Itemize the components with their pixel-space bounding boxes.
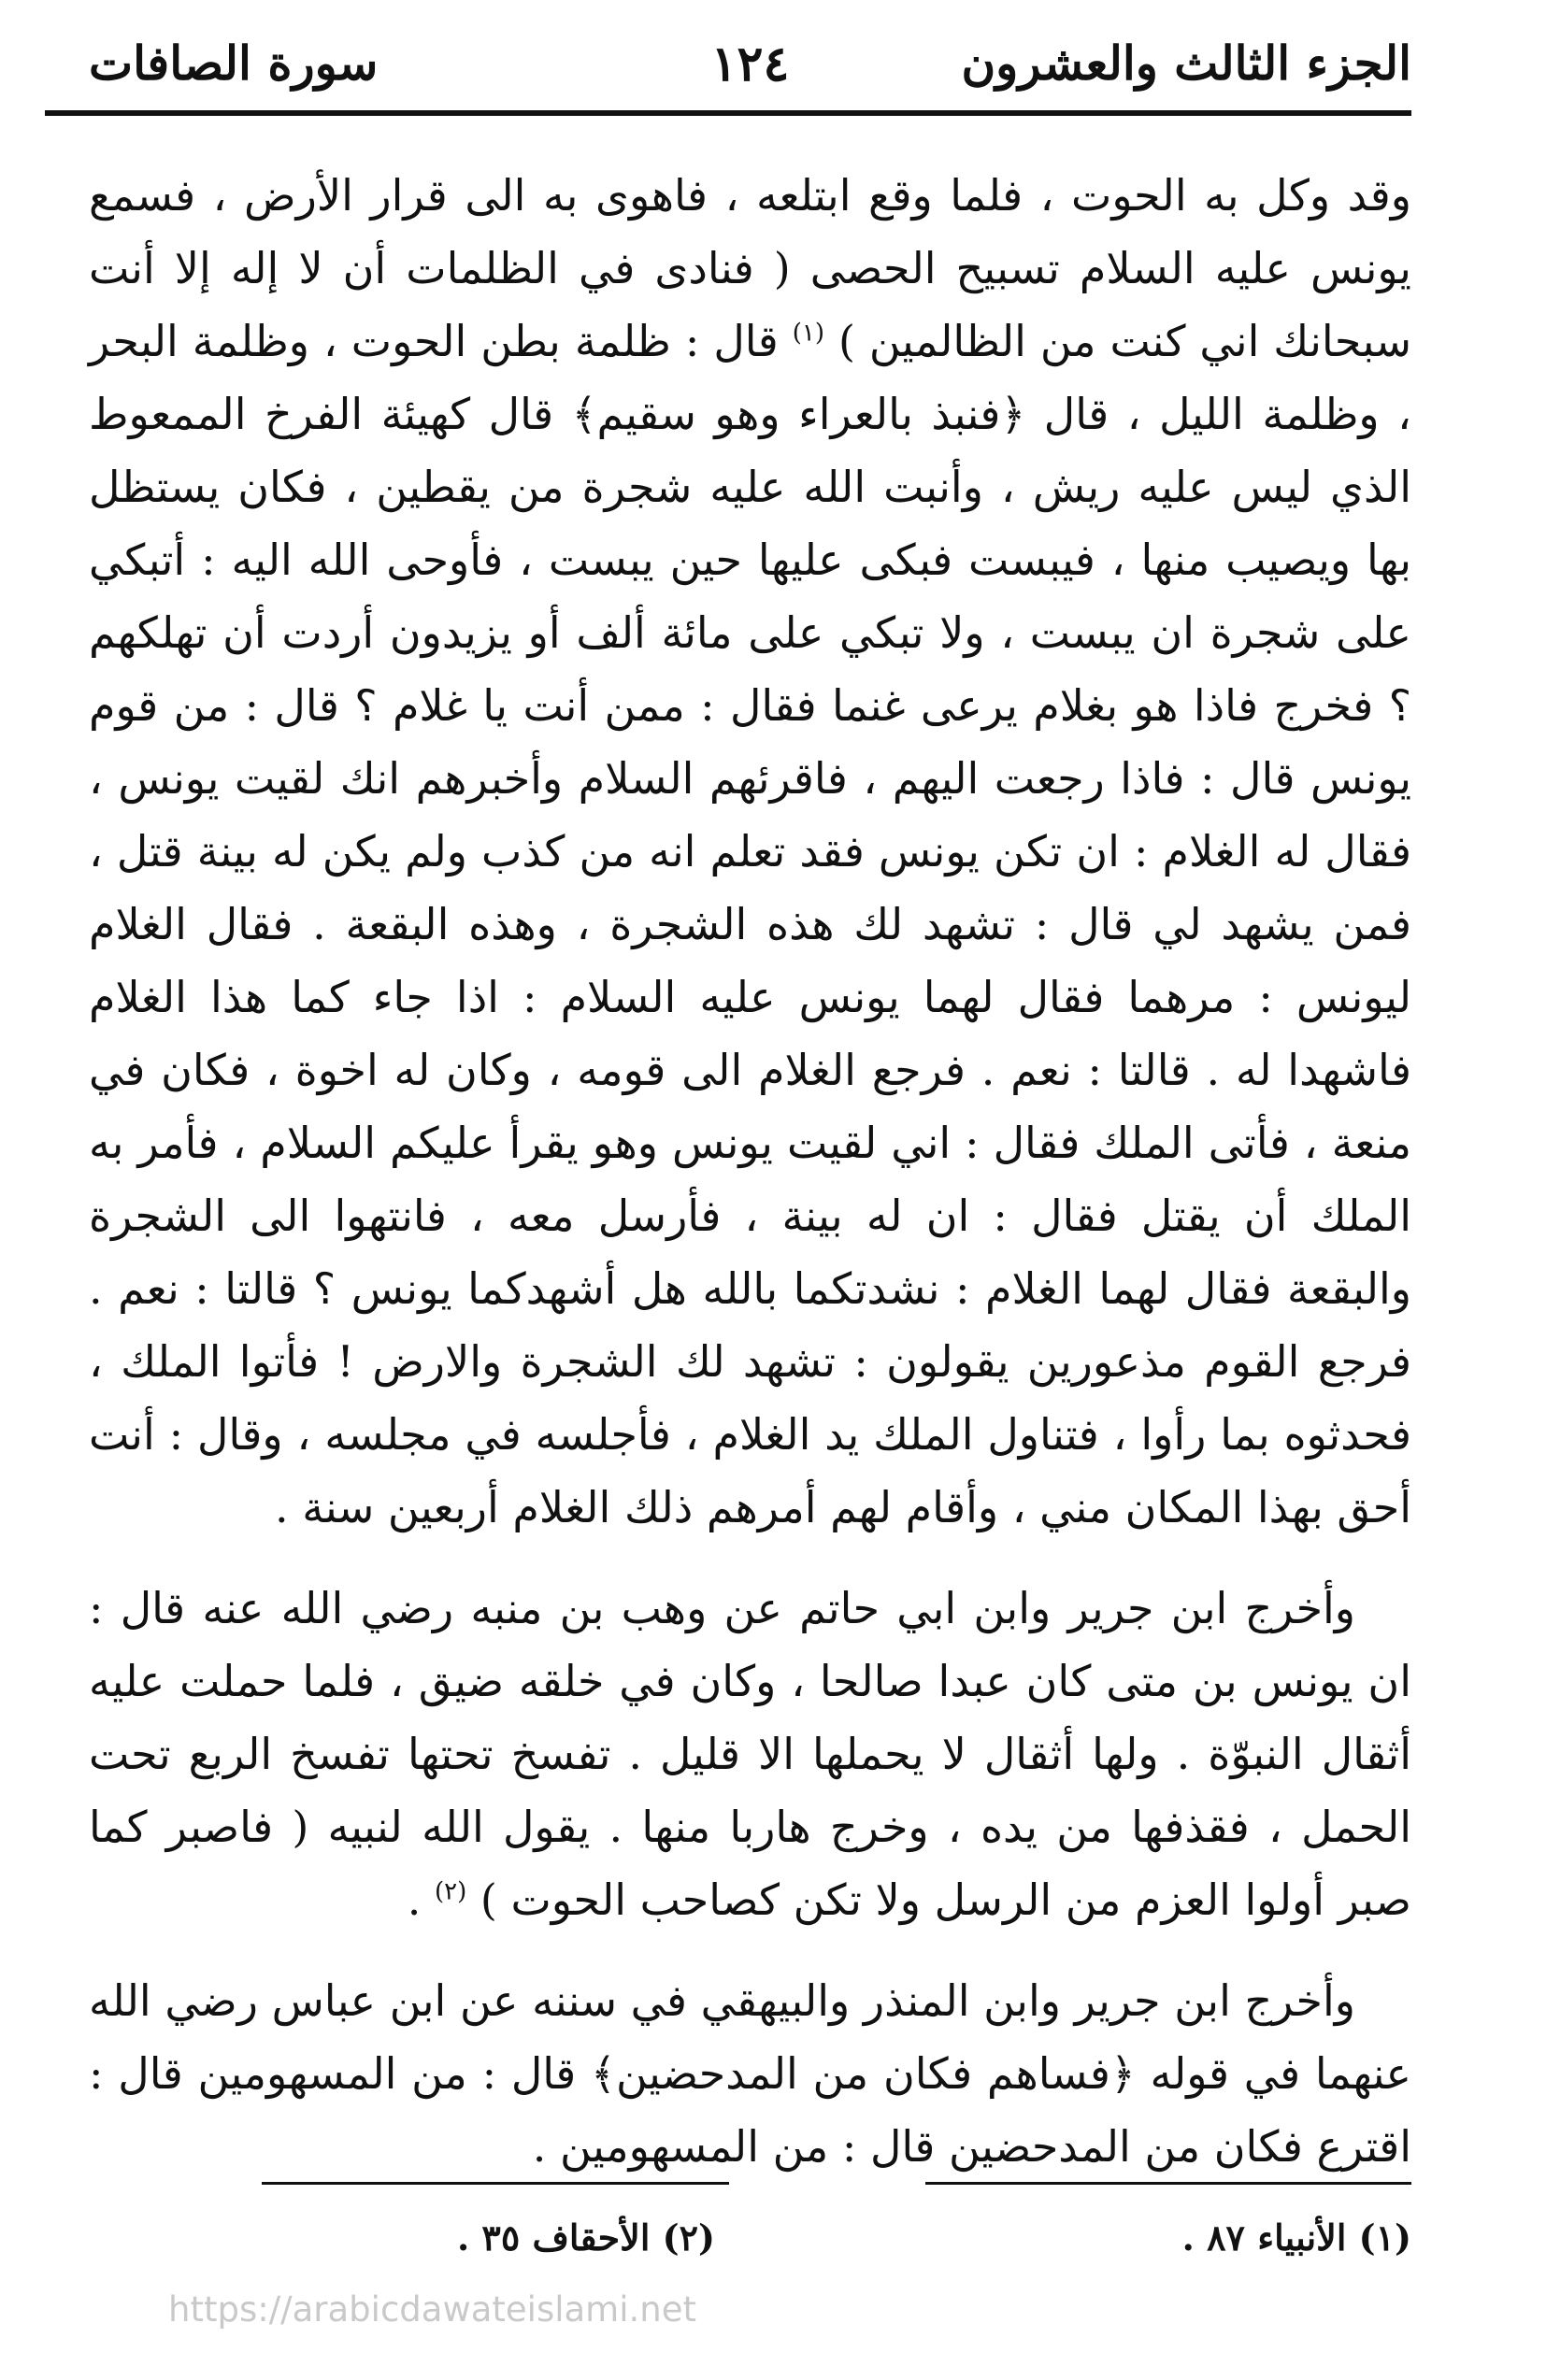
surah-title: سورة الصافات — [89, 36, 379, 91]
footnote-divider — [262, 2182, 1411, 2185]
watermark-url: https://arabicdawateislami.net — [168, 2289, 696, 2330]
paragraph-2-end: . — [407, 1874, 422, 1925]
paragraph-1 — [89, 159, 1411, 1544]
juz-title: الجزء الثالث والعشرون — [961, 36, 1411, 91]
paragraph-1-text: وقد وكل به الحوت ، فلما وقع ابتلعه ، فاهوى به الى قرار الأرض ، فسمع يونس عليه السلام تسبيح الحصى ( فنادى في الظلمات أن لا إله إلا أنت سبحانك اني كنت من الظالمين ) — [89, 170, 1412, 366]
footnote-mark-1: (١) — [792, 319, 825, 348]
footnote-mark-2: (٢) — [434, 1877, 467, 1906]
footnotes — [89, 2216, 1411, 2273]
paragraph-1-continued: قال : ظلمة بطن الحوت ، وظلمة البحر ، وظلمة الليل ، قال ﴿فنبذ بالعراء وهو سقيم﴾ قال كهيئة الفرخ الممعوط الذي ليس عليه ريش ، وأنبت الله عليه شجرة من يقطين ، فكان يستظل بها ويصيب منها ، فيبست فبكى عليها حين يبست ، فأوحى الله اليه : أتبكي على شجرة ان يبست ، ولا تبكي على مائة ألف أو يزيدون أردت أن تهلكهم ؟ فخرج فاذا هو بغلام يرعى غنما فقال : ممن أنت يا غلام ؟ قال : من قوم يونس قال : فاذا رجعت اليهم ، فاقرئهم السلام وأخبرهم انك لقيت يونس ، فقال له الغلام : ان تكن يونس فقد تعلم انه من كذب ولم يكن له بينة قتل ، فمن يشهد لي قال : تشهد لك هذه الشجرة ، وهذه البقعة . فقال الغلام ليونس : مرهما فقال لهما يونس عليه السلام : اذا جاء كما هذا الغلام فاشهدا له . قالتا : نعم . فرجع الغلام الى قومه ، وكان له اخوة ، فكان في منعة ، فأتى الملك فقال : اني لقيت يونس وهو يقرأ عليكم السلام ، فأمر به الملك أن يقتل فقال : ان له بينة ، فأرسل معه ، فانتهوا الى الشجرة والبقعة فقال لهما الغلام : نشدتكما بالله هل أشهدكما يونس ؟ قالتا : نعم . فرجع القوم مذعورين يقولون : تشهد لك الشجرة والارض ! فأتوا الملك ، فحدثوه بما رأوا ، فتناول الملك يد الغلام ، فأجلسه في مجلسه ، وقال : أنت أحق بهذا المكان مني ، وأقام لهم أمرهم ذلك الغلام أربعين سنة . — [89, 316, 1411, 1532]
page-header — [89, 28, 1411, 103]
paragraph-2 — [89, 1572, 1411, 1936]
footnote-2: (٢) الأحقاف ٣٥ . — [456, 2216, 715, 2259]
main-text — [89, 159, 1411, 2183]
paragraph-2-text: وأخرج ابن جرير وابن ابي حاتم عن وهب بن منبه رضي الله عنه قال : ان يونس بن متى كان عبدا صالحا ، وكان في خلقه ضيق ، فلما حملت عليه أثقال النبوّة . ولها أثقال لا يحملها الا قليل . تفسخ تحتها تفسخ الربع تحت الحمل ، فقذفها من يده ، وخرج هاربا منها . يقول الله لنبيه ( فاصبر كما صبر أولوا العزم من الرسل ولا تكن كصاحب الحوت ) — [89, 1583, 1411, 1925]
paragraph-3: وأخرج ابن جرير وابن المنذر والبيهقي في سننه عن ابن عباس رضي الله عنهما في قوله ﴿فساهم فكان من المدحضين﴾ قال : من المسهومين قال : اقترع فكان من المدحضين قال : من المسهومين . — [89, 1975, 1411, 2172]
footnote-1: (١) الأنبياء ٨٧ . — [1181, 2216, 1411, 2259]
header-divider — [45, 110, 1411, 116]
page-number: ١٢٤ — [710, 36, 790, 93]
